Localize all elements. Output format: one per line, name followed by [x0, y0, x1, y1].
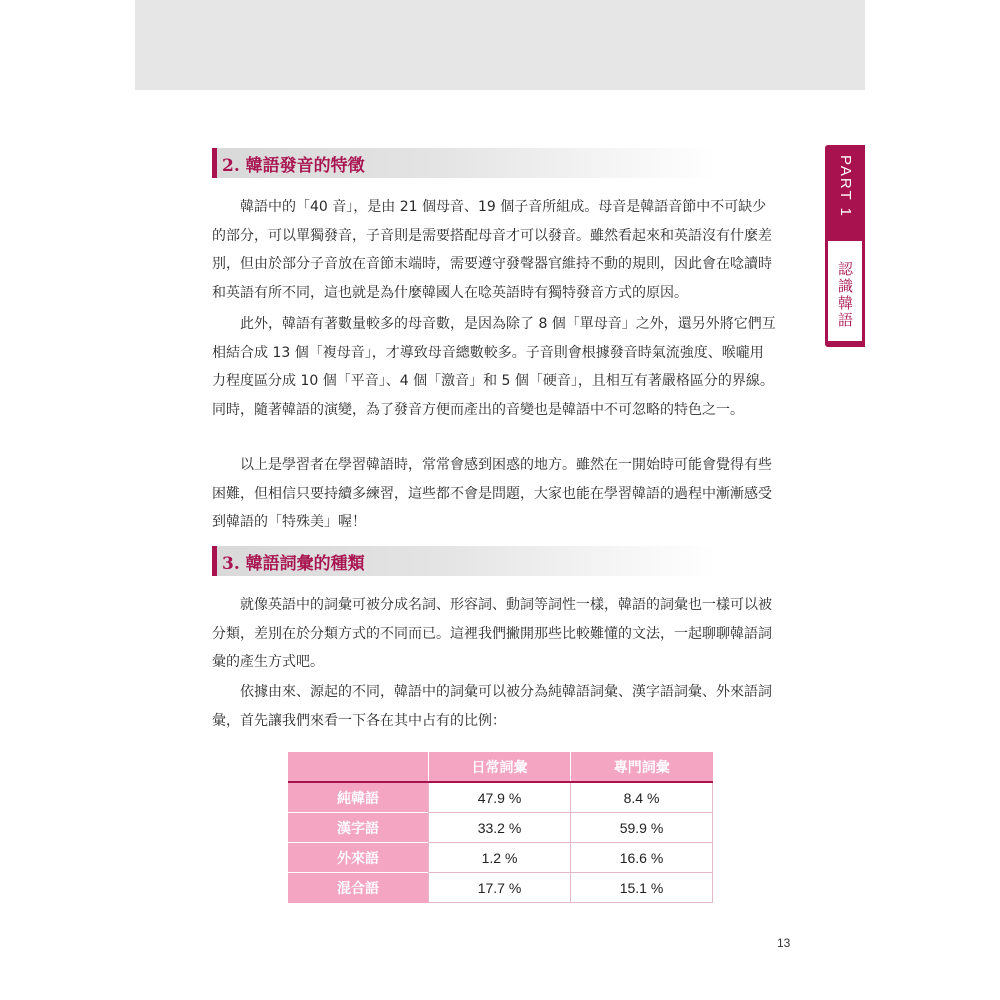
vocabulary-ratio-table	[288, 752, 713, 903]
top-gray-band	[135, 0, 865, 90]
table-row-header: 外來語	[288, 843, 429, 873]
table-cell: 8.4 %	[571, 782, 713, 813]
section-heading-text: 3. 韓語詞彙的種類	[222, 554, 365, 574]
table-column-header: 日常詞彙	[429, 752, 571, 782]
section-heading-text: 2. 韓語發音的特徵	[222, 156, 365, 176]
paragraph: 以上是學習者在學習韓語時，常常會感到困惑的地方。雖然在一開始時可能會覺得有些困難，但相信只要持續多練習，這些都不會是問題，大家也能在學習韓語的過程中漸漸感受到韓語的「特殊美」喔！	[212, 457, 772, 530]
table-row-header: 漢字語	[288, 813, 429, 843]
paragraph: 就像英語中的詞彙可被分成名詞、形容詞、動詞等詞性一樣，韓語的詞彙也一樣可以被分類，差別在於分類方式的不同而已。這裡我們撇開那些比較難懂的文法，一起聊聊韓語詞彙的產生方式吧。	[212, 597, 772, 670]
table-row	[288, 873, 713, 903]
section-heading-pronunciation	[212, 148, 717, 178]
table-cell: 59.9 %	[571, 813, 713, 843]
chapter-part-label: PART 1	[837, 155, 854, 218]
paragraph: 此外，韓語有著數量較多的母音數，是因為除了 8 個「單母音」之外，還另外將它們互相結合成 13 個「複母音」，才導致母音總數較多。子音則會根據發音時氣流強度、喉嚨用力程度區分成 10 個「平音」、4 個「激音」和 5 個「硬音」，且相互有著嚴格區分的界線。同時，隨著韓語的演變，為了發音方便而產出的音變也是韓語中不可忽略的特色之一。	[212, 316, 776, 418]
table-cell: 33.2 %	[429, 813, 571, 843]
chapter-title-label: 認識韓語	[828, 241, 862, 341]
paragraph: 韓語中的「40 音」，是由 21 個母音、19 個子音所組成。母音是韓語音節中不可缺少的部分，可以單獨發音，子音則是需要搭配母音才可以發音。雖然看起來和英語沒有什麼差別，但由於部分子音放在音節末端時，需要遵守發聲器官維持不動的規則，因此會在唸讀時和英語有所不同，這也就是為什麼韓國人在唸英語時有獨特發音方式的原因。	[212, 199, 772, 301]
table-row	[288, 813, 713, 843]
table-row-header: 混合語	[288, 873, 429, 903]
table-cell: 16.6 %	[571, 843, 713, 873]
table-header-row	[288, 752, 713, 782]
table-cell: 47.9 %	[429, 782, 571, 813]
section-heading-vocabulary	[212, 546, 717, 576]
table-cell: 17.7 %	[429, 873, 571, 903]
table-row	[288, 782, 713, 813]
chapter-side-tab[interactable]	[825, 145, 865, 347]
page-number: 13	[777, 936, 791, 950]
table-corner-cell	[288, 752, 429, 782]
table-cell: 1.2 %	[429, 843, 571, 873]
table-column-header: 專門詞彙	[571, 752, 713, 782]
paragraph: 依據由來、源起的不同，韓語中的詞彙可以被分為純韓語詞彙、漢字語詞彙、外來語詞彙，首先讓我們來看一下各在其中占有的比例：	[212, 684, 772, 729]
table-row-header: 純韓語	[288, 782, 429, 813]
table-row	[288, 843, 713, 873]
table-cell: 15.1 %	[571, 873, 713, 903]
